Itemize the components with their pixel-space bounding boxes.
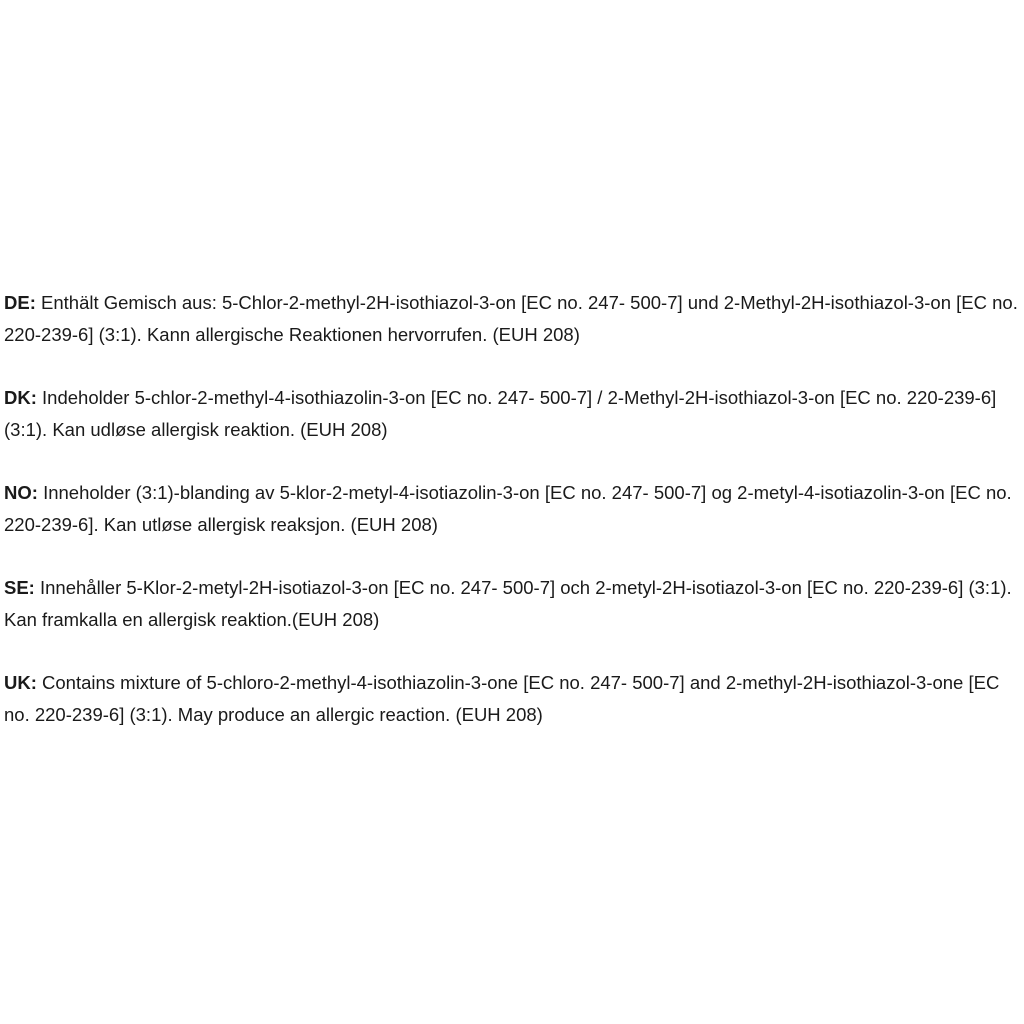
- statement-text-de: Enthält Gemisch aus: 5-Chlor-2-methyl-2H-isothiazol-3-on [EC no. 247- 500-7] und 2-Methyl-2H-isothiazol-3-on [EC no. 220-239-6] (3:1). Kann allergische Reaktionen hervorrufen. (EUH 208): [4, 292, 1018, 345]
- hazard-statement-dk: [4, 382, 1018, 445]
- language-label-uk: UK:: [4, 672, 37, 694]
- language-label-no: NO:: [4, 482, 38, 504]
- statement-text-no: Inneholder (3:1)-blanding av 5-klor-2-metyl-4-isotiazolin-3-on [EC no. 247- 500-7] og 2-metyl-4-isotiazolin-3-on [EC no. 220-239-6]. Kan utløse allergisk reaksjon. (EUH 208): [4, 482, 1012, 535]
- language-label-de: DE:: [4, 292, 36, 313]
- statement-text-se: Innehåller 5-Klor-2-metyl-2H-isotiazol-3-on [EC no. 247- 500-7] och 2-metyl-2H-isotiazol-3-on [EC no. 220-239-6] (3:1). Kan framkalla en allergisk reaktion.(EUH 208): [4, 577, 1012, 630]
- language-label-dk: DK:: [4, 387, 37, 409]
- statement-text-dk: Indeholder 5-chlor-2-methyl-4-isothiazolin-3-on [EC no. 247- 500-7] / 2-Methyl-2H-isothiazol-3-on [EC no. 220-239-6] (3:1). Kan udløse allergisk reaktion. (EUH 208): [4, 387, 997, 440]
- hazard-statement-uk: [4, 667, 1018, 730]
- hazard-statement-no: [4, 477, 1018, 540]
- hazard-statement-de: [4, 287, 1018, 350]
- language-label-se: SE:: [4, 577, 35, 599]
- hazard-statement-se: [4, 572, 1018, 635]
- statement-text-uk: Contains mixture of 5-chloro-2-methyl-4-isothiazolin-3-one [EC no. 247- 500-7] and 2-methyl-2H-isothiazol-3-one [EC no. 220-239-6] (3:1). May produce an allergic reaction. (EUH 208): [4, 672, 1000, 726]
